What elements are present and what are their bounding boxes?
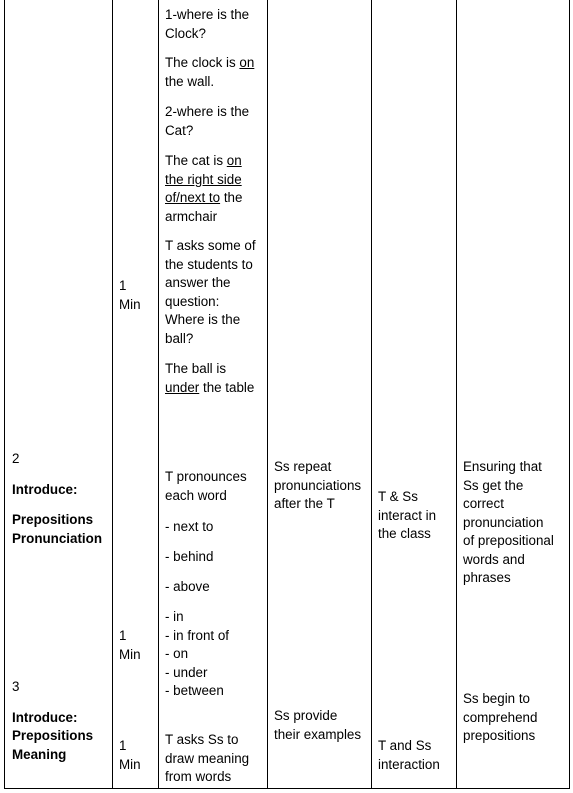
word-behind: - behind [165, 549, 214, 564]
column-divider-5 [456, 0, 457, 789]
word-next-to: - next to [165, 519, 214, 534]
answer-clock: The clock is on the wall. [165, 55, 255, 89]
pron-aim: Ensuring that Ss get the correct pronunciation of prepositional words and phrases [463, 459, 554, 585]
word-list: - in - in front of - on - under - between [165, 609, 230, 698]
time-1: 1 Min [119, 278, 141, 312]
stage-3-intro: Introduce: [12, 710, 78, 725]
pron-students: Ss repeat pronunciations after the T [274, 459, 362, 511]
time-2: 1 Min [119, 628, 141, 662]
meaning-teacher: T asks Ss to draw meaning from words [165, 732, 250, 784]
table-border-bottom [4, 788, 570, 789]
meaning-aim: Ss begin to comprehend prepositions [463, 691, 538, 743]
table-border-right [569, 0, 570, 789]
column-divider-2 [158, 0, 159, 789]
prompt-clock: 1-where is the Clock? [165, 7, 250, 41]
prompt-cat: 2-where is the Cat? [165, 104, 250, 138]
prompt-ball: T asks some of the students to answer the question: Where is the ball? [165, 238, 256, 346]
answer-cat: The cat is on the right side of/next to the armchair [165, 153, 243, 224]
stage-2-number: 2 [12, 451, 20, 466]
table-border-left [4, 0, 5, 789]
pron-teacher: T pronounces each word [165, 469, 247, 503]
answer-ball: The ball is under the table [165, 361, 255, 395]
column-divider-3 [267, 0, 268, 789]
stage-2-title: Prepositions Pronunciation [12, 512, 103, 546]
column-divider-1 [112, 0, 113, 789]
meaning-students: Ss provide their examples [274, 708, 362, 742]
column-divider-4 [371, 0, 372, 789]
stage-3-title: Prepositions Meaning [12, 728, 94, 762]
pron-interaction: T & Ss interact in the class [378, 489, 437, 541]
stage-3-number: 3 [12, 679, 20, 694]
meaning-interaction: T and Ss interaction [378, 738, 440, 772]
stage-2-intro: Introduce: [12, 482, 78, 497]
word-above: - above [165, 579, 210, 594]
time-3: 1 Min [119, 738, 141, 772]
